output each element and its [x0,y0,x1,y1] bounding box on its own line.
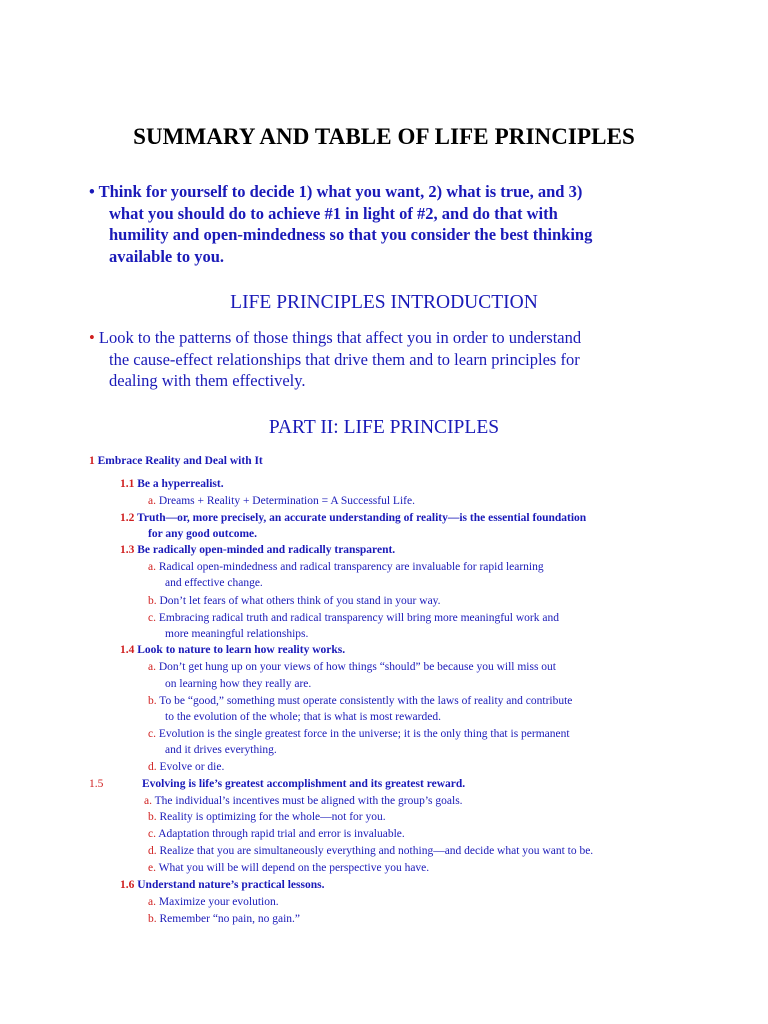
outline-text: Evolve or die. [159,761,225,773]
outline-item [148,560,544,574]
outline-number: 1.5 [89,778,104,790]
outline-text: Dreams + Reality + Determination = A Successful Life. [158,495,415,507]
outline-item [120,643,345,657]
outline-number: 1.4 [120,644,135,656]
outline-item [148,861,429,875]
outline-text: Realize that you are simultaneously everything and nothing—and decide what you want to be. [159,845,594,857]
outline-number: b. [148,595,157,607]
outline-number: b. [148,913,157,925]
outline-item [120,477,224,491]
bullet-text: Think for yourself to decide 1) what you want, 2) what is true, and 3) [98,182,583,201]
outline-number: c. [148,828,156,840]
introduction-bullet [89,327,689,392]
outline-item [148,895,279,909]
outline-item [120,543,395,557]
outline-text: Radical open-mindedness and radical transparency are invaluable for rapid learning [158,561,544,573]
outline-number: 1 [89,455,95,467]
outline-number: 1.6 [120,879,135,891]
outline-item [120,878,324,892]
outline-text: Evolution is the single greatest force in the universe; it is the only thing that is permanent [158,728,570,740]
outline-number: d. [148,845,157,857]
bullet-line: what you should do to achieve #1 in light of #2, and do that with [109,203,558,223]
outline-item [148,727,570,741]
outline-text: Reality is optimizing for the whole—not for you. [159,811,386,823]
section-heading-introduction: LIFE PRINCIPLES INTRODUCTION [230,292,538,313]
outline-item [120,511,586,525]
bullet-text: Look to the patterns of those things that affect you in order to understand [98,328,582,347]
bullet-line [89,327,689,349]
outline-item-continuation: and effective change. [165,577,263,589]
outline-number: a. [148,661,156,673]
outline-number: a. [148,495,156,507]
outline-text: The individual’s incentives must be aligned with the group’s goals. [154,795,463,807]
outline-item-continuation: on learning how they really are. [165,678,312,690]
outline-text: To be “good,” something must operate consistently with the laws of reality and contribute [159,695,573,707]
outline-item [89,777,465,791]
outline-item [148,694,572,708]
outline-text: Maximize your evolution. [158,896,279,908]
bullet-icon: • [89,182,95,201]
outline-text: What you will be will depend on the perspective you have. [158,862,430,874]
outline-number: e. [148,862,156,874]
bullet-icon: • [89,328,95,347]
outline-number: 1.3 [120,544,135,556]
outline-text: Remember “no pain, no gain.” [159,913,301,925]
outline-item-continuation: and it drives everything. [165,744,277,756]
outline-text: Embracing radical truth and radical transparency will bring more meaningful work and [158,612,559,624]
outline-item [148,912,300,926]
outline-text: Truth—or, more precisely, an accurate understanding of reality—is the essential foundation [137,512,587,524]
outline-text: Don’t let fears of what others think of you stand in your way. [159,595,441,607]
bullet-line: humility and open-mindedness so that you consider the best thinking [109,225,593,244]
outline-number: a. [148,561,156,573]
bullet-line [89,181,689,203]
outline-item [148,827,405,841]
outline-text: Look to nature to learn how reality works. [137,644,346,656]
outline-item [148,494,415,508]
outline-text: Adaptation through rapid trial and error is invaluable. [158,828,405,840]
outline-number: a. [144,795,152,807]
outline-item [148,660,556,674]
outline-item-continuation: for any good outcome. [148,528,258,540]
section-heading-part-two: PART II: LIFE PRINCIPLES [268,417,500,438]
outline-item [148,760,224,774]
outline-number: b. [148,811,157,823]
outline-number: 1.2 [120,512,135,524]
outline-number: d. [148,761,157,773]
outline-item [148,611,559,625]
outline-text: Understand nature’s practical lessons. [137,879,325,891]
outline-text: Evolving is life’s greatest accomplishment and its greatest reward. [142,778,466,790]
outline-item [144,794,463,808]
outline-number: 1.1 [120,478,135,490]
outline-text: Embrace Reality and Deal with It [97,455,263,467]
page-title: SUMMARY AND TABLE OF LIFE PRINCIPLES [133,124,635,149]
bullet-line: dealing with them effectively. [109,371,306,390]
top-summary-bullet [89,181,689,267]
outline-item [148,810,386,824]
outline-item [89,454,263,468]
outline-number: c. [148,728,156,740]
bullet-line: available to you. [109,246,225,266]
bullet-line: the cause-effect relationships that drive them and to learn principles for [109,349,580,369]
outline-item [148,844,593,858]
outline-item [148,594,441,608]
outline-number: c. [148,612,156,624]
outline-item-continuation: to the evolution of the whole; that is what is most rewarded. [165,711,441,723]
outline-number: a. [148,896,156,908]
outline-number: b. [148,695,157,707]
outline-item-continuation: more meaningful relationships. [165,628,309,640]
outline-text: Don’t get hung up on your views of how things “should” be because you will miss out [158,661,556,673]
outline-text: Be radically open-minded and radically transparent. [137,544,396,556]
outline-text: Be a hyperrealist. [137,478,224,490]
